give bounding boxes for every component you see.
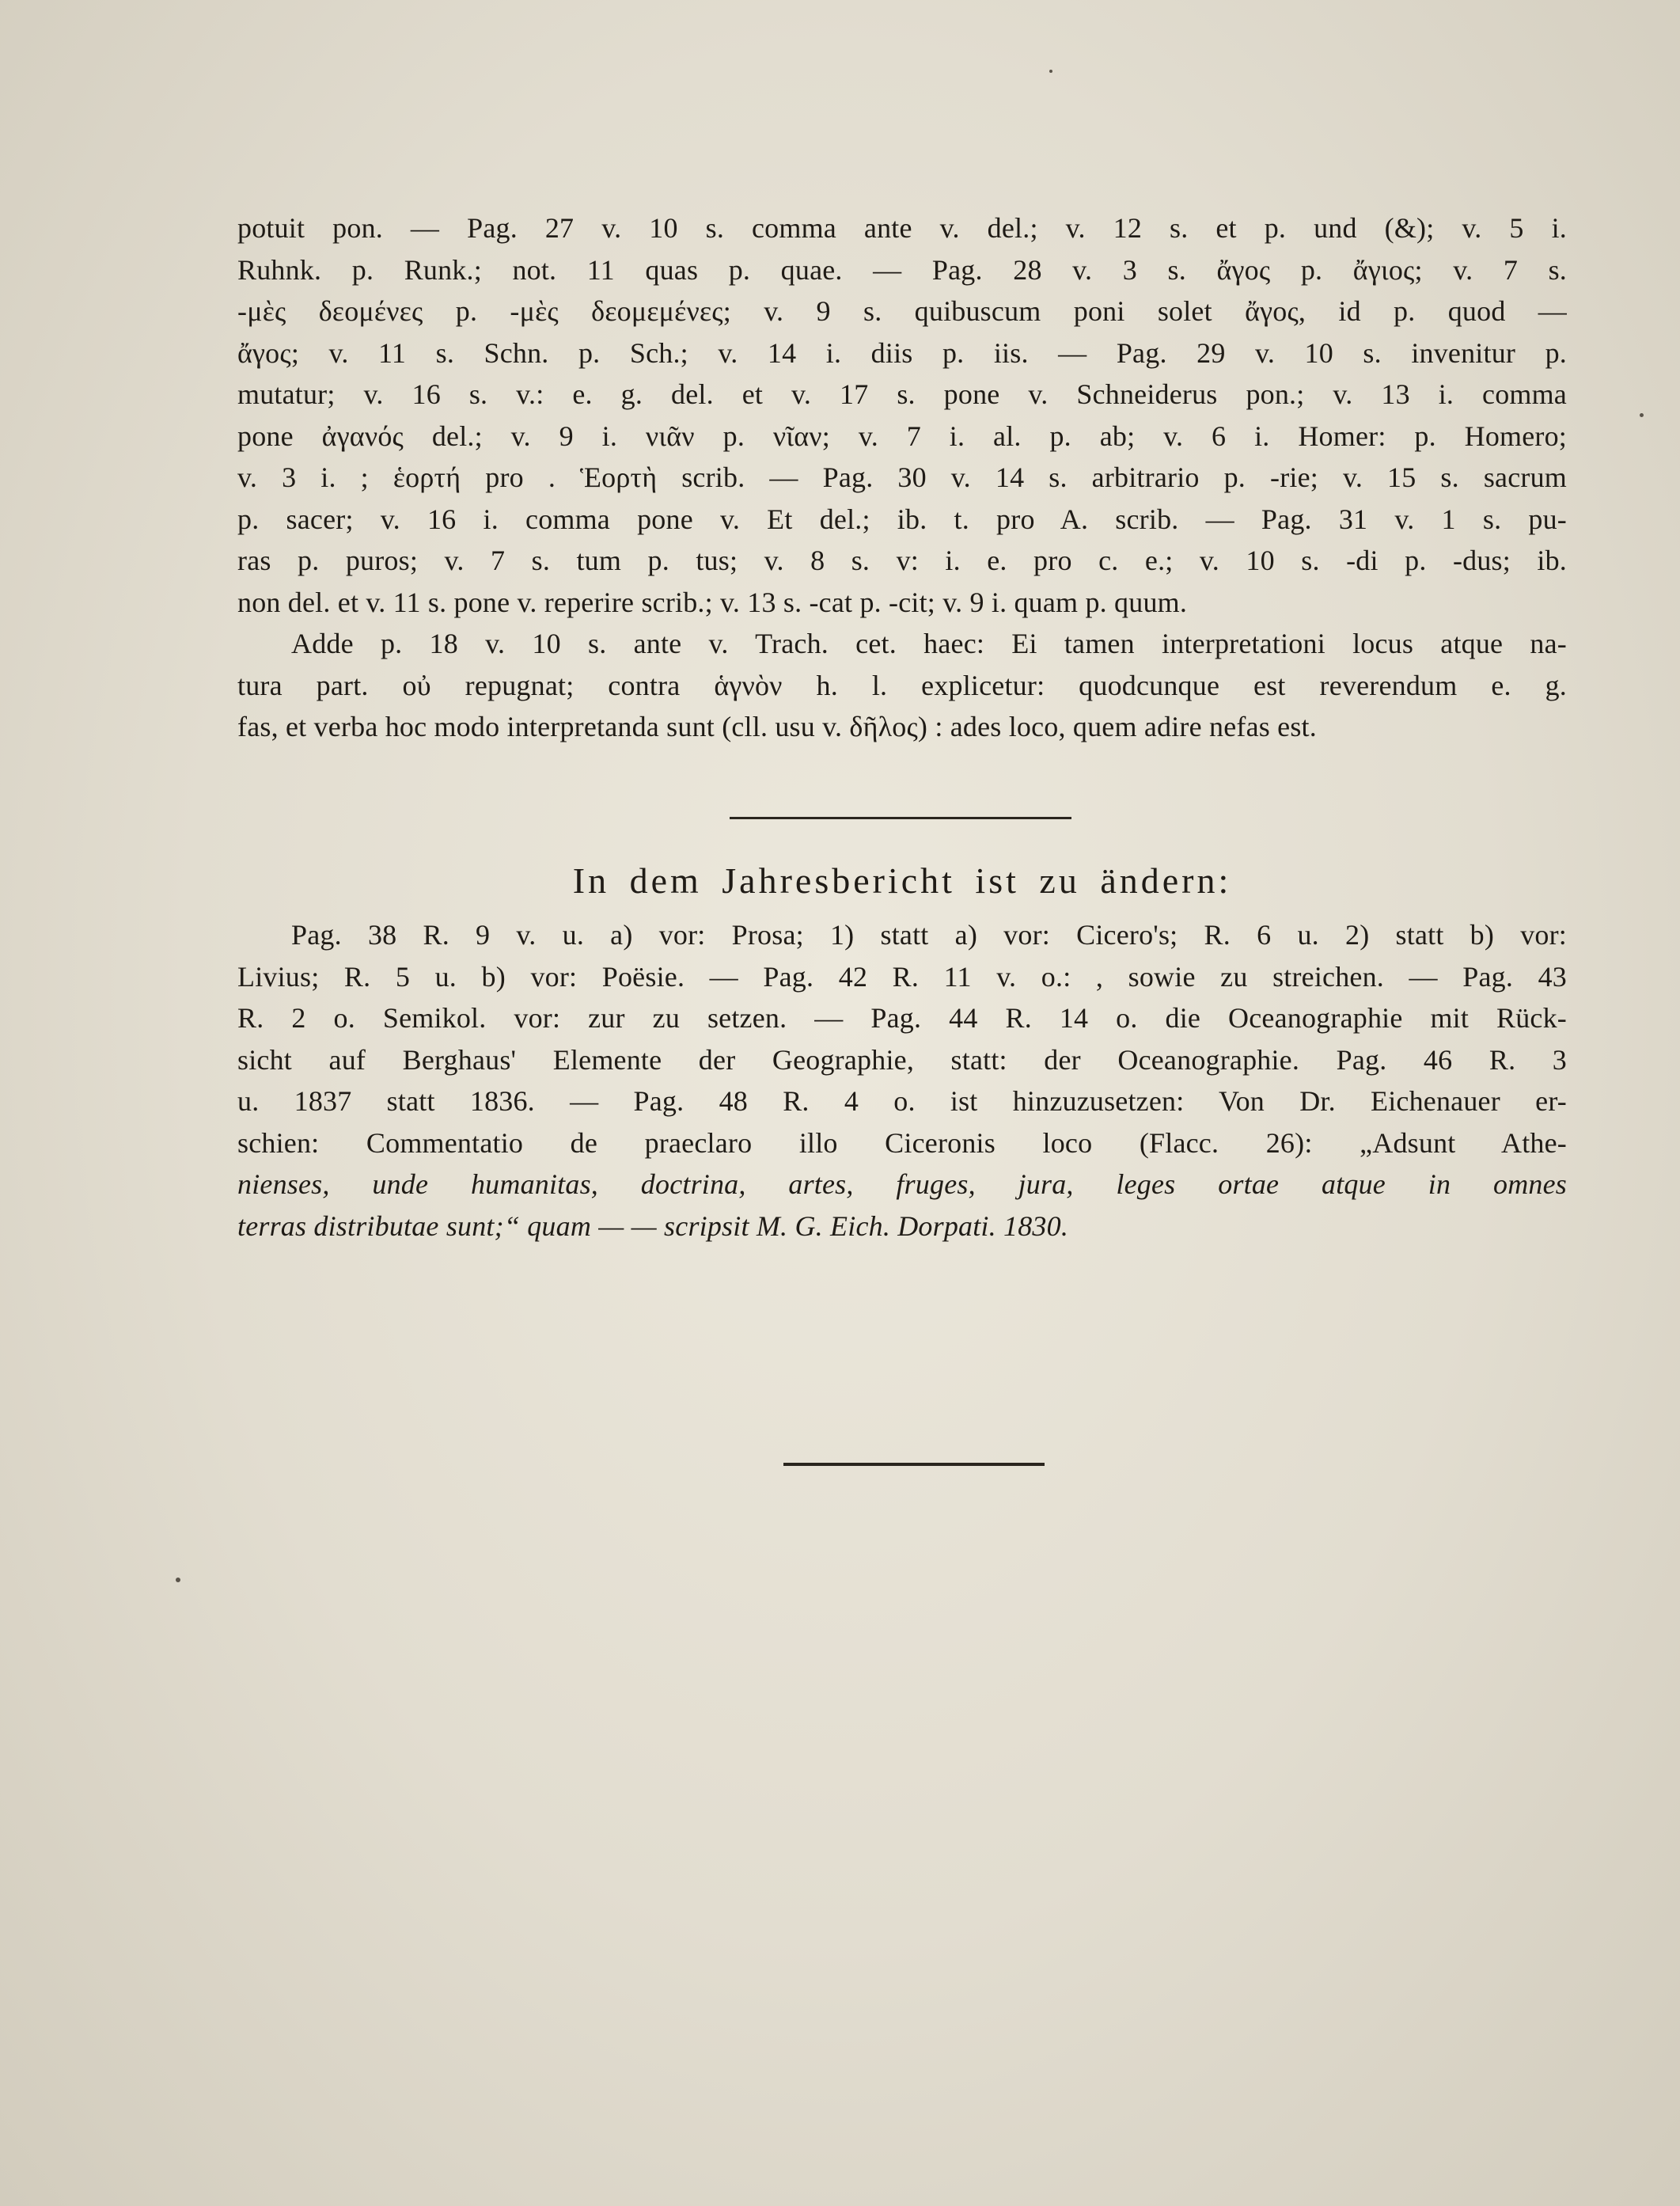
errata-line: potuit pon. — Pag. 27 v. 10 s. comma ante v. del.; v. 12 s. et p. und (&); v. 5 i. [237, 212, 1567, 244]
addendum-line: tura part. οὐ repugnat; contra ἁγνὸν h. l. explicetur: quodcunque est reverendum e. g. [237, 669, 1567, 701]
jahresbericht-block [237, 914, 1567, 1247]
errata-line: mutatur; v. 16 s. v.: e. g. del. et v. 17 s. pone v. Schneiderus pon.; v. 13 i. comma [237, 378, 1567, 410]
errata-line: ras p. puros; v. 7 s. tum p. tus; v. 8 s. v: i. e. pro c. e.; v. 10 s. -di p. -dus; ib. [237, 545, 1567, 576]
errata-block [237, 207, 1567, 748]
print-speck [1049, 70, 1052, 73]
addendum-line: fas, et verba hoc modo interpretanda sunt (cll. usu v. δῆλος) : ades loco, quem adire nefas est. [237, 711, 1317, 742]
section-heading: In dem Jahresbericht ist zu ändern: [572, 860, 1232, 901]
jahresbericht-line: Pag. 38 R. 9 v. u. a) vor: Prosa; 1) statt a) vor: Cicero's; R. 6 u. 2) statt b) vor: [291, 919, 1567, 951]
jahresbericht-line: R. 2 o. Semikol. vor: zur zu setzen. — Pag. 44 R. 14 o. die Oceanographie mit Rück- [237, 1002, 1567, 1034]
jahresbericht-line: Livius; R. 5 u. b) vor: Poësie. — Pag. 42 R. 11 v. o.: , sowie zu streichen. — Pag. 43 [237, 960, 1567, 993]
jahresbericht-line: schien: Commentatio de praeclaro illo Ciceronis loco (Flacc. 26): „Adsunt Athe- [237, 1126, 1567, 1159]
jahresbericht-line: sicht auf Berghaus' Elemente der Geographie, statt: der Oceanographie. Pag. 46 R. 3 [237, 1043, 1567, 1076]
errata-line: Ruhnk. p. Runk.; not. 11 quas p. quae. — Pag. 28 v. 3 s. ἄγος p. ἄγιος; v. 7 s. [237, 253, 1567, 286]
closing-rule [783, 1463, 1045, 1466]
errata-line: ἄγος; v. 11 s. Schn. p. Sch.; v. 14 i. diis p. iis. — Pag. 29 v. 10 s. invenitur p. [237, 336, 1567, 369]
errata-line: -μὲς δεομένες p. -μὲς δεομεμένες; v. 9 s. quibuscum poni solet ἄγος, id p. quod — [237, 295, 1567, 327]
errata-line: non del. et v. 11 s. pone v. reperire scrib.; v. 13 s. -cat p. -cit; v. 9 i. quam p. quum. [237, 586, 1188, 618]
separator-rule [730, 817, 1071, 819]
jahresbericht-line: nienses, unde humanitas, doctrina, artes, fruges, jura, leges ortae atque in omnes [237, 1168, 1567, 1200]
errata-line: p. sacer; v. 16 i. comma pone v. Et del.; ib. t. pro A. scrib. — Pag. 31 v. 1 s. pu- [237, 503, 1567, 535]
show-through-top [237, 142, 1598, 190]
jahresbericht-line: u. 1837 statt 1836. — Pag. 48 R. 4 o. ist hinzuzusetzen: Von Dr. Eichenauer er- [237, 1085, 1567, 1117]
jahresbericht-line: terras distributae sunt;“ quam — — scripsit M. G. Eich. Dorpati. 1830. [237, 1209, 1069, 1242]
print-speck [1640, 413, 1644, 417]
errata-line: v. 3 i. ; ἑορτή pro . Ἑορτὴ scrib. — Pag. 30 v. 14 s. arbitrario p. -rie; v. 15 s. sacrum [237, 461, 1567, 493]
addendum-line: Adde p. 18 v. 10 s. ante v. Trach. cet. haec: Ei tamen interpretationi locus atque na- [291, 628, 1567, 659]
print-speck [176, 1578, 180, 1582]
errata-line: pone ἀγανός del.; v. 9 i. νιᾶν p. νῖαν; v. 7 i. al. p. ab; v. 6 i. Homer: p. Homero; [237, 420, 1567, 452]
